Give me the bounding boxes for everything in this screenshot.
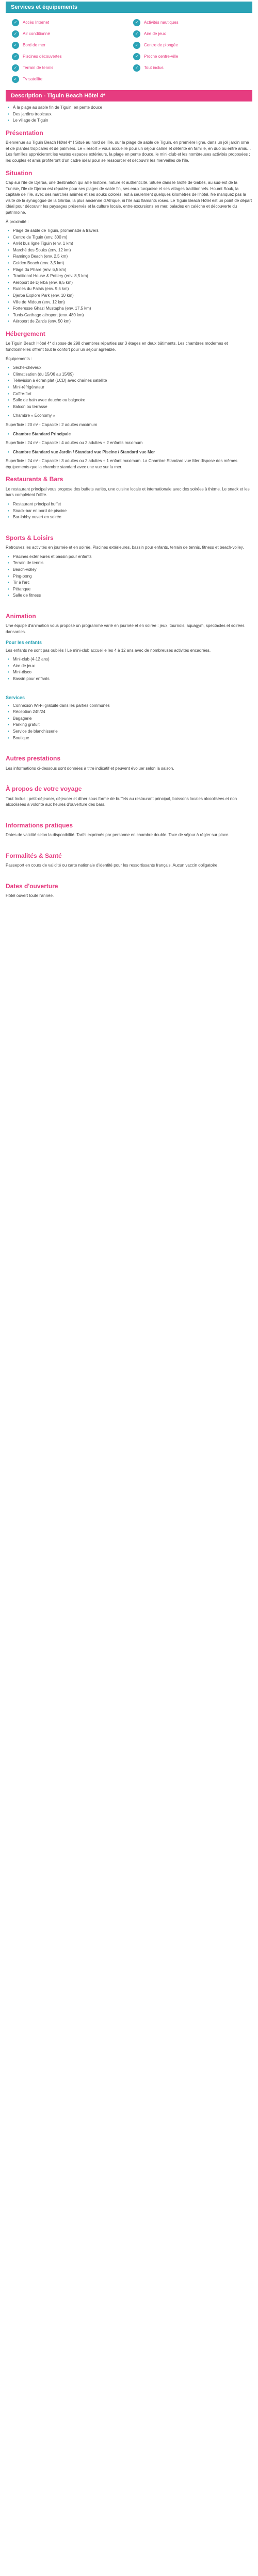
animation-heading: Animation	[6, 612, 36, 620]
autres-text: Les informations ci-dessous sont données à titre indicatif et peuvent évoluer selon la saison.	[6, 766, 174, 771]
list-item: • Balcon ou terrasse	[8, 404, 252, 410]
list-item: • Mini-disco	[8, 669, 252, 675]
check-icon: ✓	[133, 53, 140, 60]
list-item: • Djerba Explore Park (env. 10 km)	[8, 293, 252, 299]
list-item: • Tunis-Carthage aéroport (env. 480 km)	[8, 312, 252, 318]
list-item: • Flamingo Beach (env. 2,5 km)	[8, 253, 252, 260]
amenity-label: Aire de jeux	[144, 31, 166, 37]
dates-heading: Dates d'ouverture	[6, 882, 58, 890]
page	[0, 2, 258, 899]
room-list	[8, 449, 252, 455]
check-icon: ✓	[12, 76, 19, 83]
list-item: • Salle de fitness	[8, 592, 252, 599]
list-item: • Traditional House & Pottery (env. 8,5 km)	[8, 273, 252, 279]
list-item: • Tir à l'arc	[8, 580, 252, 586]
amenity-item	[12, 40, 125, 50]
amenity-item	[133, 29, 246, 39]
list-item: • Mini-club (4-12 ans)	[8, 656, 252, 663]
list-item: • Climatisation (du 15/06 au 15/09)	[8, 371, 252, 378]
sports-heading: Sports & Loisirs	[6, 534, 54, 541]
check-icon: ✓	[133, 64, 140, 72]
list-item: • Le village de Tiguin	[8, 117, 252, 124]
list-item: • Mini-réfrigérateur	[8, 384, 252, 391]
list-item: • Des jardins tropicaux	[8, 111, 252, 117]
room-text: Superficie : 20 m² - Capacité : 2 adultes maximum	[6, 422, 98, 427]
list-item: • Beach-volley	[8, 567, 252, 573]
amenity-label: Activités nautiques	[144, 20, 179, 25]
sports-list	[8, 554, 252, 599]
list-item: • Terrain de tennis	[8, 560, 252, 566]
list-item: • Centre de Tiguin (env. 300 m)	[8, 234, 252, 241]
presentation-heading: Présentation	[6, 129, 43, 137]
room-title: • Chambre « Économy »	[8, 413, 252, 419]
list-item: • Ruines du Palais (env. 9,5 km)	[8, 286, 252, 292]
list-item: • Boutique	[8, 735, 252, 741]
amenity-item	[12, 18, 125, 28]
check-icon: ✓	[133, 42, 140, 49]
amenity-label: Terrain de tennis	[23, 65, 54, 71]
list-item: • Pétanque	[8, 586, 252, 592]
list-item: • Ville de Midoun (env. 12 km)	[8, 299, 252, 306]
room-list	[8, 431, 252, 437]
list-item: • Golden Beach (env. 3,5 km)	[8, 260, 252, 266]
restaurants-text: Le restaurant principal vous propose des buffets variés, une cuisine locale et internationale avec des soirées à thème. Le snack et les bars complètent l'offre.	[6, 486, 250, 498]
voyage-text: Tout Inclus : petit-déjeuner, déjeuner et dîner sous forme de buffets au restaurant principal, boissons locales alcoolisées et non alcoolisées à volonté aux heures d'ouverture des bars.	[6, 796, 237, 807]
list-item: • Arrêt bus ligne Tiguin (env. 1 km)	[8, 241, 252, 247]
check-icon: ✓	[12, 53, 19, 60]
list-item: • Aéroport de Zarzis (env. 50 km)	[8, 318, 252, 325]
kids-heading: Pour les enfants	[6, 639, 42, 645]
desc-intro-list	[8, 105, 252, 124]
amenity-item	[133, 63, 246, 73]
room-text: Superficie : 24 m² - Capacité : 4 adultes ou 2 adultes + 2 enfants maximum	[6, 440, 143, 446]
equipements-intro: Équipements :	[6, 356, 33, 361]
amenity-item	[12, 29, 125, 39]
amenity-item	[12, 74, 125, 84]
amenities-grid	[6, 14, 252, 89]
list-item: • Snack-bar en bord de piscine	[8, 508, 252, 514]
dates-text: Hôtel ouvert toute l'année.	[6, 893, 54, 899]
list-item: • Service de blanchisserie	[8, 728, 252, 735]
amenity-label: Bord de mer	[23, 43, 46, 48]
hebergement-text: Le Tiguin Beach Hôtel 4* dispose de 298 chambres réparties sur 3 étages en deux bâtiments. Les chambres modernes et fonctionnelles offrent tout le confort pour un séjour agréable.	[6, 341, 228, 352]
room-title: • Chambre Standard Principale	[8, 431, 252, 437]
animation-text: Une équipe d'animation vous propose un programme varié en journée et en soirée : jeux, tournois, aquagym, spectacles et soirées dansantes.	[6, 623, 245, 634]
list-item: • Ping-pong	[8, 573, 252, 580]
restaurants-heading: Restaurants & Bars	[6, 476, 63, 483]
restaurants-list	[8, 501, 252, 520]
list-item: • Piscines extérieures et bassin pour enfants	[8, 554, 252, 560]
check-icon: ✓	[133, 30, 140, 38]
amenity-item	[133, 52, 246, 62]
sports-text: Retrouvez les activités en journée et en soirée. Piscines extérieures, bassin pour enfants, terrain de tennis, fitness et beach-volley.	[6, 545, 244, 550]
amenity-label: Tv satellite	[23, 77, 43, 82]
presentation-text: Bienvenue au Tiguin Beach Hôtel 4* ! Situé au nord de l'île, sur la plage de sable de Tiguin, en première ligne, dans un joli jardin orné et de plantes tropicales et de palmiers. Le « resort » vous accueille pour un séjour calme et détente en famille, en duo ou entre amis… Les familles apprécieront les vastes espaces extérieurs, la plage en pente douce, le mini-club et les nombreuses activités proposées ; les couples et amis profiteront d'un cadre idéal pour se ressourcer et découvrir les merveilles de l'île.	[6, 140, 251, 163]
list-item: • Aéroport de Djerba (env. 9,5 km)	[8, 280, 252, 286]
room-list	[8, 413, 252, 419]
list-item: • Aire de jeux	[8, 663, 252, 669]
infos-heading: Informations pratiques	[6, 821, 73, 829]
amenity-label: Accès Internet	[23, 20, 50, 25]
room-title: • Chambre Standard vue Jardin / Standard vue Piscine / Standard vue Mer	[8, 449, 252, 455]
distances-list	[8, 228, 252, 325]
hebergement-heading: Hébergement	[6, 330, 45, 337]
formalites-heading: Formalités & Santé	[6, 852, 62, 859]
kids-text: Les enfants ne sont pas oubliés ! Le mini-club accueille les 4 à 12 ans avec de nombreuses activités encadrées.	[6, 648, 211, 653]
check-icon: ✓	[12, 42, 19, 49]
services-banner: Services et équipements	[6, 2, 252, 13]
infos-text: Dates de validité selon la disponibilité. Tarifs exprimés par personne en chambre double. Taxe de séjour à régler sur place.	[6, 833, 230, 838]
check-icon: ✓	[12, 30, 19, 38]
amenity-item	[12, 52, 125, 62]
amenity-label: Tout inclus	[144, 65, 164, 71]
amenity-label: Centre de plongée	[144, 43, 178, 48]
list-item: • Bagagerie	[8, 716, 252, 722]
services-heading: Services	[6, 694, 25, 700]
services-list	[8, 703, 252, 741]
amenity-item	[133, 18, 246, 28]
situation-text: Cap sur l'île de Djerba, une destination qui allie histoire, nature et authenticité. Située dans le Golfe de Gabès, au sud-est de la Tunisie, l'île de Djerba est réputée pour ses plages de sable fin, ses eaux turquoise et ses villages traditionnels. Houmt Souk, la capitale de l'île, avec ses marchés animés et ses souks colorés, est à seulement quelques kilomètres de l'hôtel. Ne manquez pas la visite de la synagogue de la Ghriba, la plus ancienne d'Afrique, ni l'île aux flamants roses. Le Tiguin Beach Hôtel est un point de départ idéal pour découvrir les paysages préservés et la culture locale, entre excursions en mer, balades en calèche et découverte du patrimoine.	[6, 180, 252, 215]
list-item: • Parking gratuit	[8, 722, 252, 728]
list-item: • À la plage au sable fin de Tiguin, en pente douce	[8, 105, 252, 111]
list-item: • Coffre-fort	[8, 391, 252, 397]
autres-heading: Autres prestations	[6, 755, 61, 762]
list-item: • Connexion Wi-Fi gratuite dans les parties communes	[8, 703, 252, 709]
room-text: Superficie : 24 m² - Capacité : 3 adultes ou 2 adultes + 1 enfant maximum. La Chambre Standard vue Mer dispose des mêmes équipements que la chambre standard avec une vue sur la mer.	[6, 459, 237, 469]
list-item: • Forteresse Ghazi Mustapha (env. 17,5 km)	[8, 306, 252, 312]
list-item: • Salle de bain avec douche ou baignoire	[8, 397, 252, 403]
amenity-label: Piscines découvertes	[23, 54, 62, 59]
kids-list	[8, 656, 252, 682]
list-item: • Bassin pour enfants	[8, 676, 252, 682]
amenity-label: Proche centre-ville	[144, 54, 179, 59]
amenity-item	[133, 40, 246, 50]
list-item: • Marché des Souks (env. 12 km)	[8, 247, 252, 253]
list-item: • Réception 24h/24	[8, 709, 252, 715]
check-icon: ✓	[133, 19, 140, 26]
formalites-text: Passeport en cours de validité ou carte nationale d'identité pour les ressortissants français. Aucun vaccin obligatoire.	[6, 863, 219, 868]
voyage-heading: À propos de votre voyage	[6, 785, 82, 793]
list-item: • Plage de sable de Tiguin, promenade à travers	[8, 228, 252, 234]
amenity-label: Air conditionné	[23, 31, 50, 37]
amenity-item	[12, 63, 125, 73]
list-item: • Restaurant principal buffet	[8, 501, 252, 507]
list-item: • Sèche-cheveux	[8, 365, 252, 371]
description-banner: Description - Tiguin Beach Hôtel 4*	[6, 90, 252, 101]
situation-heading: Situation	[6, 169, 33, 177]
equipements-list	[8, 365, 252, 410]
list-item: • Plage du Phare (env. 6,5 km)	[8, 267, 252, 273]
list-item: • Télévision à écran plat (LCD) avec chaînes satellite	[8, 378, 252, 384]
check-icon: ✓	[12, 64, 19, 72]
list-item: • Bar-lobby ouvert en soirée	[8, 514, 252, 520]
distances-intro: À proximité :	[6, 219, 29, 224]
check-icon: ✓	[12, 19, 19, 26]
